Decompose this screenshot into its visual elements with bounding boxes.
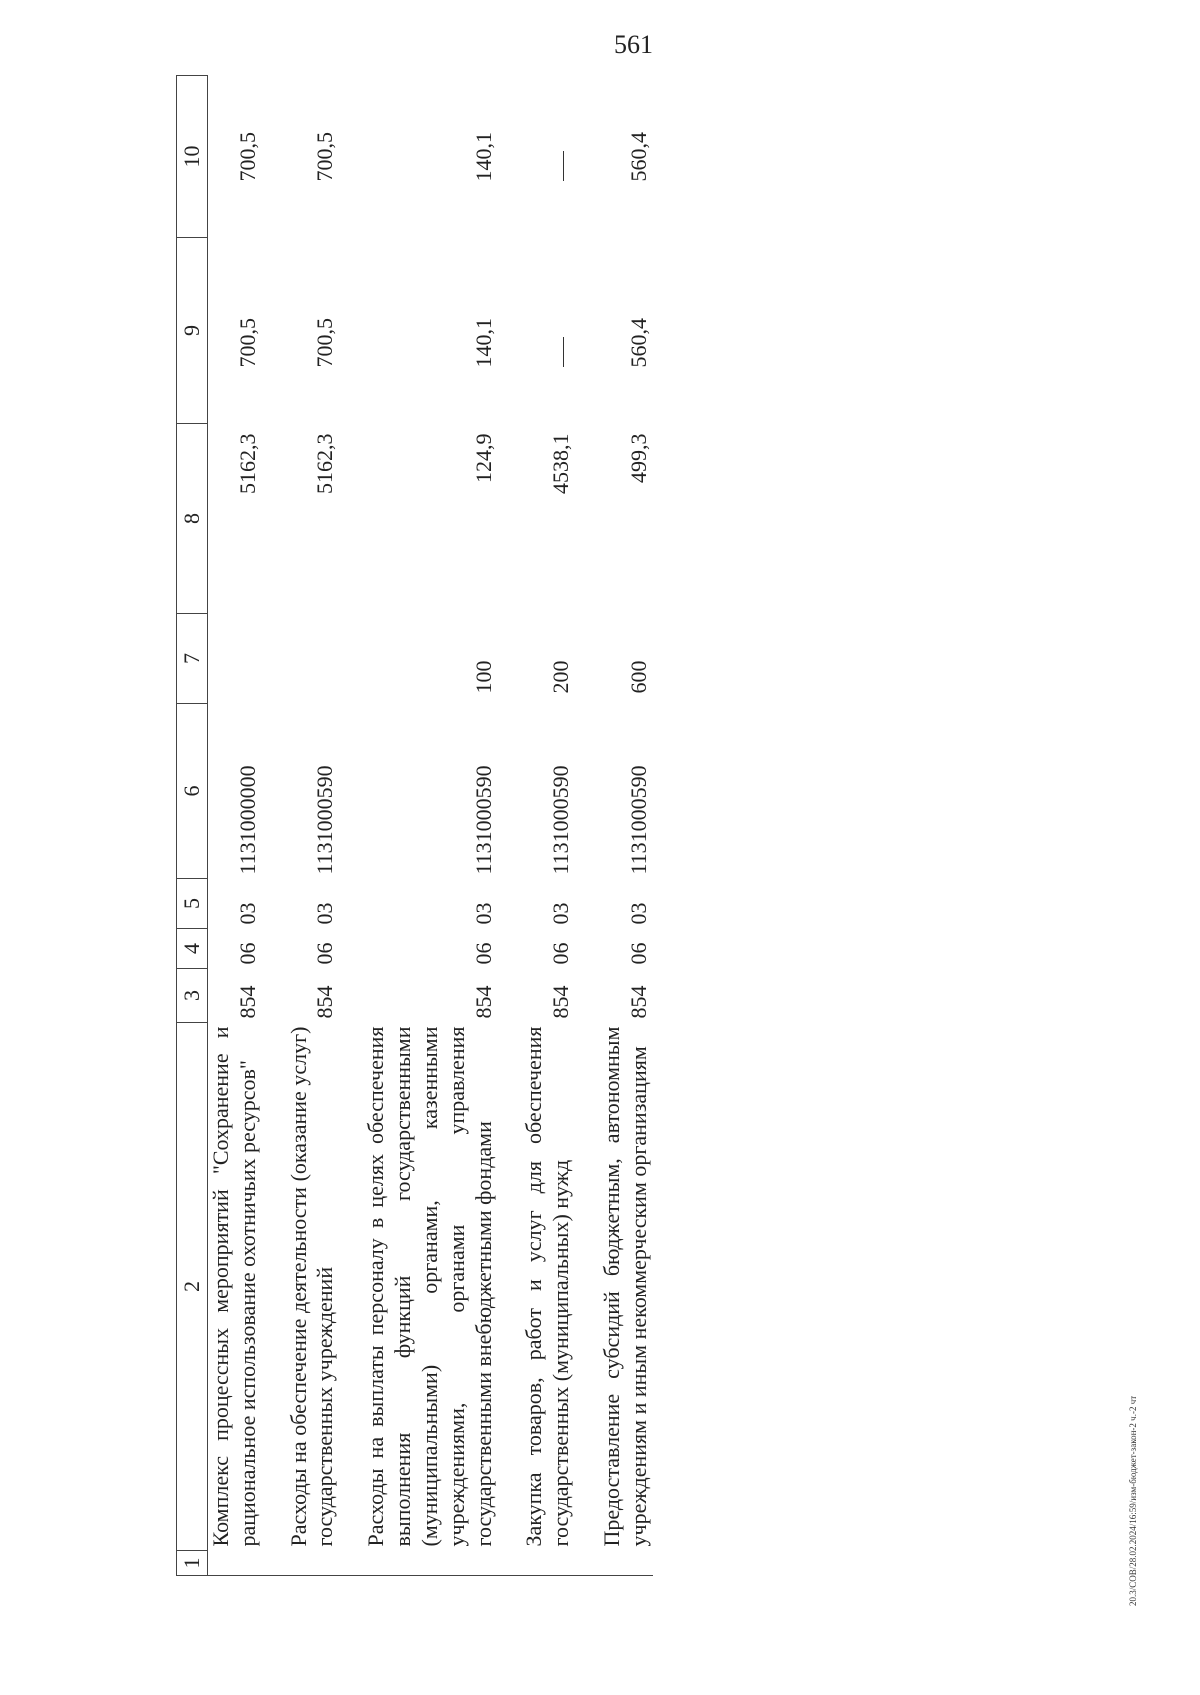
cell-col6: 1131000000 xyxy=(234,765,260,875)
budget-table xyxy=(176,75,653,1576)
column-header: 4 xyxy=(177,929,208,969)
table-row xyxy=(599,76,653,1576)
cell-col9: 700,5 xyxy=(312,318,338,368)
table-row xyxy=(208,76,262,1576)
cell-col4: 06 xyxy=(625,942,651,965)
cell-col7 xyxy=(286,614,340,704)
row-number-cell xyxy=(521,1551,575,1576)
cell-col4: 06 xyxy=(234,942,260,965)
row-description: Комплекс процессных мероприятий "Сохранение и рациональное использование охотничьих ресурсов" xyxy=(208,1026,260,1547)
cell-col3: 854 xyxy=(625,985,651,1019)
cell-col4: 06 xyxy=(312,942,338,965)
cell-col9: 140,1 xyxy=(470,318,496,368)
row-description: Закупка товаров, работ и услуг для обеспечения государственных (муниципальных) нужд xyxy=(521,1026,574,1547)
table-row xyxy=(363,76,497,1576)
row-number-cell xyxy=(286,1551,340,1576)
cell-col8: 124,9 xyxy=(470,433,496,483)
cell-col8: 499,3 xyxy=(625,433,651,483)
dash-mark xyxy=(563,152,564,182)
row-number-cell xyxy=(208,1551,262,1576)
cell-col6: 1131000590 xyxy=(312,765,338,875)
dash-mark xyxy=(563,338,564,368)
cell-col5: 03 xyxy=(548,902,574,925)
page-number: 561 xyxy=(614,30,653,59)
cell-col4: 06 xyxy=(470,942,496,965)
cell-col8: 4538,1 xyxy=(548,433,574,494)
cell-col10: 560,4 xyxy=(625,132,651,182)
document-footer-code: 20.3/СОВ/28.02.2024/16:59/изм-бюджет-закон-2 ч.-2 чт xyxy=(1128,1395,1138,1606)
cell-col4: 06 xyxy=(548,942,574,965)
column-header: 3 xyxy=(177,969,208,1023)
column-header: 10 xyxy=(177,76,208,238)
row-description: Расходы на обеспечение деятельности (оказание услуг) государственных учреждений xyxy=(285,1026,338,1547)
table-row xyxy=(286,76,340,1576)
rotated-table-wrapper xyxy=(176,76,1200,1576)
cell-col3: 854 xyxy=(234,985,260,1019)
cell-col5: 03 xyxy=(470,902,496,925)
cell-col10 xyxy=(521,76,575,238)
row-number-cell xyxy=(363,1551,497,1576)
row-description: Предоставление субсидий бюджетным, автономным учреждениям и иным некоммерческим организациям xyxy=(599,1026,651,1547)
column-header: 1 xyxy=(177,1551,208,1576)
cell-col6: 1131000590 xyxy=(548,765,574,875)
cell-col6: 1131000590 xyxy=(470,765,496,875)
cell-col9: 700,5 xyxy=(234,318,260,368)
cell-col8: 5162,3 xyxy=(312,433,338,494)
column-header: 2 xyxy=(177,1023,208,1551)
cell-col7: 600 xyxy=(625,660,651,694)
cell-col9 xyxy=(521,238,575,424)
cell-col8: 5162,3 xyxy=(234,433,260,494)
cell-col7: 100 xyxy=(470,660,496,694)
cell-col10: 700,5 xyxy=(234,132,260,182)
cell-col6: 1131000590 xyxy=(625,765,651,875)
cell-col10: 700,5 xyxy=(312,132,338,182)
cell-col9: 560,4 xyxy=(625,318,651,368)
column-header: 8 xyxy=(177,424,208,614)
cell-col3: 854 xyxy=(548,985,574,1019)
column-header: 6 xyxy=(177,704,208,879)
cell-col7 xyxy=(208,614,262,704)
row-number-cell xyxy=(599,1551,653,1576)
table-header-row xyxy=(177,76,208,1576)
column-header: 7 xyxy=(177,614,208,704)
row-description: Расходы на выплаты персоналу в целях обеспечения выполнения функций государственными (муниципальными) органами, казенными учреждениями, органами управления государственными внебюджетными фондами xyxy=(363,1026,496,1547)
column-header: 9 xyxy=(177,238,208,424)
column-header: 5 xyxy=(177,879,208,929)
cell-col5: 03 xyxy=(234,902,260,925)
cell-col10: 140,1 xyxy=(470,132,496,182)
table-row xyxy=(521,76,575,1576)
cell-col3: 854 xyxy=(312,985,338,1019)
cell-col5: 03 xyxy=(312,902,338,925)
cell-col7: 200 xyxy=(548,660,574,694)
cell-col5: 03 xyxy=(625,902,651,925)
cell-col3: 854 xyxy=(470,985,496,1019)
